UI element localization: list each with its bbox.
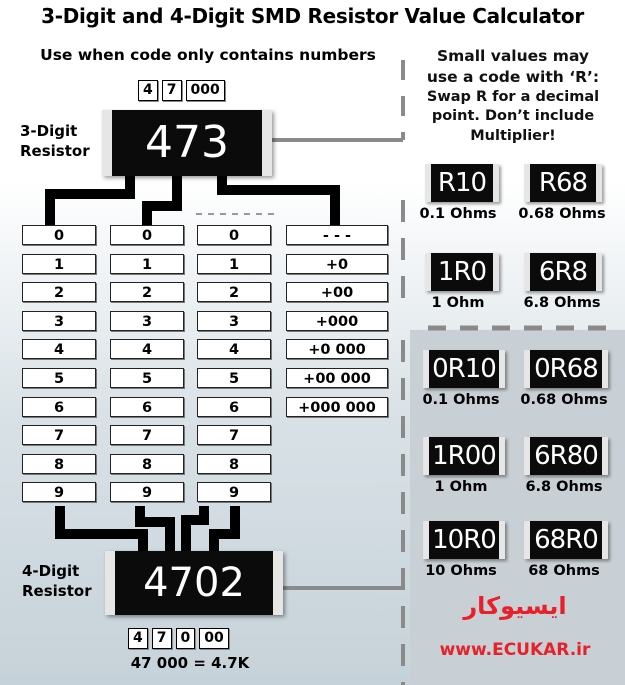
r-example-chip: 0R68 [524, 350, 608, 388]
digit2-cell: 7 [110, 425, 184, 445]
r-example-4-3 [514, 437, 614, 495]
wire-multiplier-3 [222, 176, 335, 228]
r-example-chip: 6R80 [524, 437, 608, 475]
digit1-cell: 4 [22, 339, 96, 359]
r-example-chip: 10R0 [423, 521, 505, 559]
r-example-value: 0.1 Ohms [419, 206, 497, 222]
column-multiplier [286, 225, 388, 425]
digit3-cell: 8 [197, 454, 271, 474]
wire-digit1-3 [50, 176, 130, 228]
bottom-digit-boxes [128, 628, 229, 649]
digit1-cell: 2 [22, 282, 96, 302]
bottom-multiplier: 00 [199, 628, 228, 649]
r-example-3-2 [413, 253, 503, 311]
r-example-chip: 68R0 [524, 521, 608, 559]
bottom-digit-1: 4 [128, 628, 148, 649]
r-example-3-0 [413, 164, 503, 222]
resistor3-label-line1: 3-Digit [20, 122, 78, 140]
wire-multiplier-4 [214, 506, 235, 551]
r-example-chip: 1R0 [425, 253, 499, 291]
resistor4-chip: 4702 [105, 551, 283, 615]
r-example-chip: R68 [524, 164, 602, 202]
multiplier-cell: +000 000 [286, 397, 388, 417]
digit2-cell: 3 [110, 311, 184, 331]
digit2-cell: 6 [110, 397, 184, 417]
column-digit2 [110, 225, 184, 511]
r-example-chip: 0R10 [423, 350, 505, 388]
digit3-cell: 7 [197, 425, 271, 445]
r-example-value: 0.68 Ohms [520, 392, 608, 408]
resistor3-label [20, 122, 90, 161]
digit3-cell: 6 [197, 397, 271, 417]
digit2-cell: 1 [110, 254, 184, 274]
note-line3: Swap R for a decimal [426, 88, 600, 105]
wire-digit2-3 [147, 176, 177, 228]
r-example-chip: 1R00 [423, 437, 505, 475]
note-line4: point. Don’t include [431, 108, 595, 125]
digit1-cell: 7 [22, 425, 96, 445]
wire-digit3-4 [186, 506, 204, 551]
r-example-value: 1 Ohm [431, 295, 485, 311]
digit3-cell: 0 [197, 225, 271, 245]
formula: 47 000 = 4.7K [130, 654, 250, 672]
top-digit-1: 4 [138, 80, 158, 101]
digit3-cell: 5 [197, 368, 271, 388]
digit1-cell: 1 [22, 254, 96, 274]
r-example-value: 6.8 Ohms [523, 295, 601, 311]
digit3-cell: 1 [197, 254, 271, 274]
r-example-4-4 [413, 521, 509, 579]
resistor4-label [22, 562, 92, 601]
r-example-4-1 [514, 350, 614, 408]
r-example-4-0 [413, 350, 509, 408]
r-example-value: 0.1 Ohms [422, 392, 500, 408]
bottom-digit-2: 7 [152, 628, 172, 649]
digit1-cell: 5 [22, 368, 96, 388]
resistor3-label-line2: Resistor [20, 141, 90, 160]
r-example-3-3 [512, 253, 612, 311]
page-title: 3-Digit and 4-Digit SMD Resistor Value Calculator [41, 4, 584, 28]
digit3-cell: 9 [197, 482, 271, 502]
r-code-note [408, 46, 618, 147]
wire-digit1-4 [60, 506, 143, 551]
digit1-cell: 6 [22, 397, 96, 417]
resistor3-chip: 473 [102, 110, 272, 176]
subtitle: Use when code only contains numbers [40, 46, 376, 64]
r-example-3-1 [512, 164, 612, 222]
r-example-chip: R10 [425, 164, 499, 202]
column-digit3 [197, 225, 271, 511]
r-example-4-5 [514, 521, 614, 579]
r-example-4-2 [413, 437, 509, 495]
top-digit-boxes [138, 80, 225, 101]
note-line2: use a code with ‘R’: [426, 67, 600, 86]
digit1-cell: 0 [22, 225, 96, 245]
r-example-value: 68 Ohms [528, 563, 600, 579]
digit2-cell: 0 [110, 225, 184, 245]
multiplier-cell: +0 000 [286, 339, 388, 359]
multiplier-cell: +0 [286, 254, 388, 274]
digit2-cell: 5 [110, 368, 184, 388]
digit2-cell: 8 [110, 454, 184, 474]
column-digit1 [22, 225, 96, 511]
digit3-cell: 2 [197, 282, 271, 302]
multiplier-cell: +00 000 [286, 368, 388, 388]
r-example-value: 0.68 Ohms [518, 206, 606, 222]
top-digit-2: 7 [162, 80, 182, 101]
multiplier-cell: - - - [286, 225, 388, 245]
digit3-cell: 4 [197, 339, 271, 359]
digit3-cell: 3 [197, 311, 271, 331]
brand-url[interactable]: www.ECUKAR.ir [439, 640, 591, 660]
digit2-cell: 4 [110, 339, 184, 359]
note-line5: Multiplier! [470, 127, 556, 144]
r-example-value: 6.8 Ohms [525, 479, 603, 495]
brand-persian: ایسیوکار [463, 592, 567, 620]
multiplier-cell: +00 [286, 282, 388, 302]
r-example-chip: 6R8 [524, 253, 602, 291]
digit2-cell: 9 [110, 482, 184, 502]
r-example-value: 10 Ohms [425, 563, 497, 579]
note-line1: Small values may [436, 47, 590, 65]
resistor4-label-line1: 4-Digit [22, 562, 80, 580]
digit1-cell: 9 [22, 482, 96, 502]
bottom-digit-3: 0 [176, 628, 196, 649]
r-example-value: 1 Ohm [434, 479, 488, 495]
digit1-cell: 8 [22, 454, 96, 474]
multiplier-cell: +000 [286, 311, 388, 331]
top-multiplier: 000 [186, 80, 225, 101]
resistor4-label-line2: Resistor [22, 581, 92, 600]
digit2-cell: 2 [110, 282, 184, 302]
digit1-cell: 3 [22, 311, 96, 331]
